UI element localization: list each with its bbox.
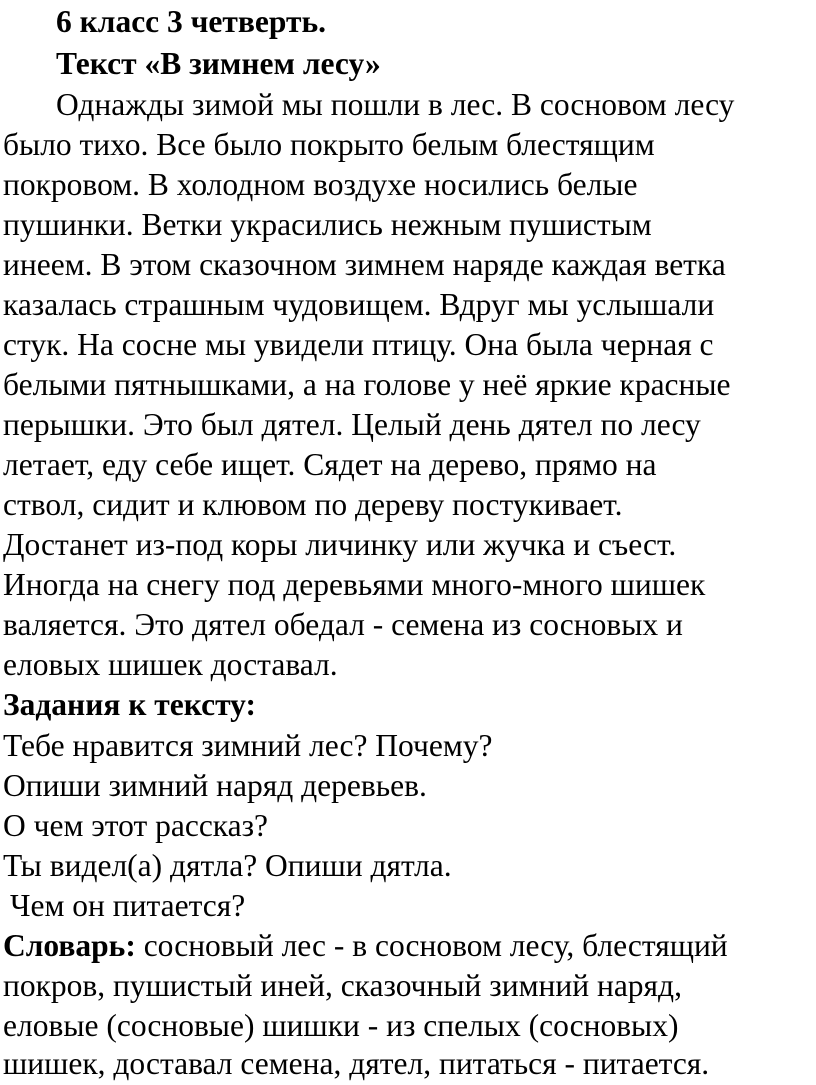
story-line: белыми пятнышками, а на голове у неё яркие красные — [3, 367, 731, 402]
story-line: Иногда на снегу под деревьями много-много шишек — [3, 567, 706, 602]
task-item: О чем этот рассказ? — [3, 808, 269, 843]
vocabulary-label: Словарь: — [3, 928, 136, 963]
story-line: ствол, сидит и клювом по дереву постукивает. — [3, 487, 623, 522]
task-item: Чем он питается? — [10, 888, 246, 923]
story-line: еловых шишек доставал. — [3, 647, 338, 682]
task-item: Опиши зимний наряд деревьев. — [3, 768, 427, 803]
task-item: Тебе нравится зимний лес? Почему? — [3, 728, 493, 763]
story-line: стук. На сосне мы увидели птицу. Она была черная с — [3, 327, 714, 362]
vocabulary-line: покров, пушистый иней, сказочный зимний наряд, — [3, 968, 682, 1003]
tasks-heading: Задания к тексту: — [3, 687, 256, 722]
vocabulary-line: шишек, доставал семена, дятел, питаться - питается. — [3, 1046, 710, 1081]
story-line: покровом. В холодном воздухе носились белые — [3, 167, 638, 202]
story-line: Однажды зимой мы пошли в лес. В сосновом лесу — [56, 87, 735, 122]
text-title: Текст «В зимнем лесу» — [56, 46, 381, 81]
story-line: перышки. Это был дятел. Целый день дятел по лесу — [3, 407, 701, 442]
story-line: валяется. Это дятел обедал - семена из сосновых и — [3, 607, 683, 642]
story-line: летает, еду себе ищет. Сядет на дерево, прямо на — [3, 447, 657, 482]
story-line: Достанет из-под коры личинку или жучка и съест. — [3, 527, 677, 562]
class-quarter-heading: 6 класс 3 четверть. — [56, 4, 326, 39]
story-line: инеем. В этом сказочном зимнем наряде каждая ветка — [3, 247, 726, 282]
vocabulary-first-line — [3, 926, 728, 966]
story-line: было тихо. Все было покрыто белым блестящим — [3, 127, 655, 162]
vocabulary-text: сосновый лес - в сосновом лесу, блестящий — [135, 928, 728, 963]
story-line: казалась страшным чудовищем. Вдруг мы услышали — [3, 287, 715, 322]
story-line: пушинки. Ветки украсились нежным пушистым — [3, 207, 652, 242]
task-item: Ты видел(а) дятла? Опиши дятла. — [3, 848, 452, 883]
vocabulary-line: еловые (сосновые) шишки - из спелых (сосновых) — [3, 1008, 679, 1043]
